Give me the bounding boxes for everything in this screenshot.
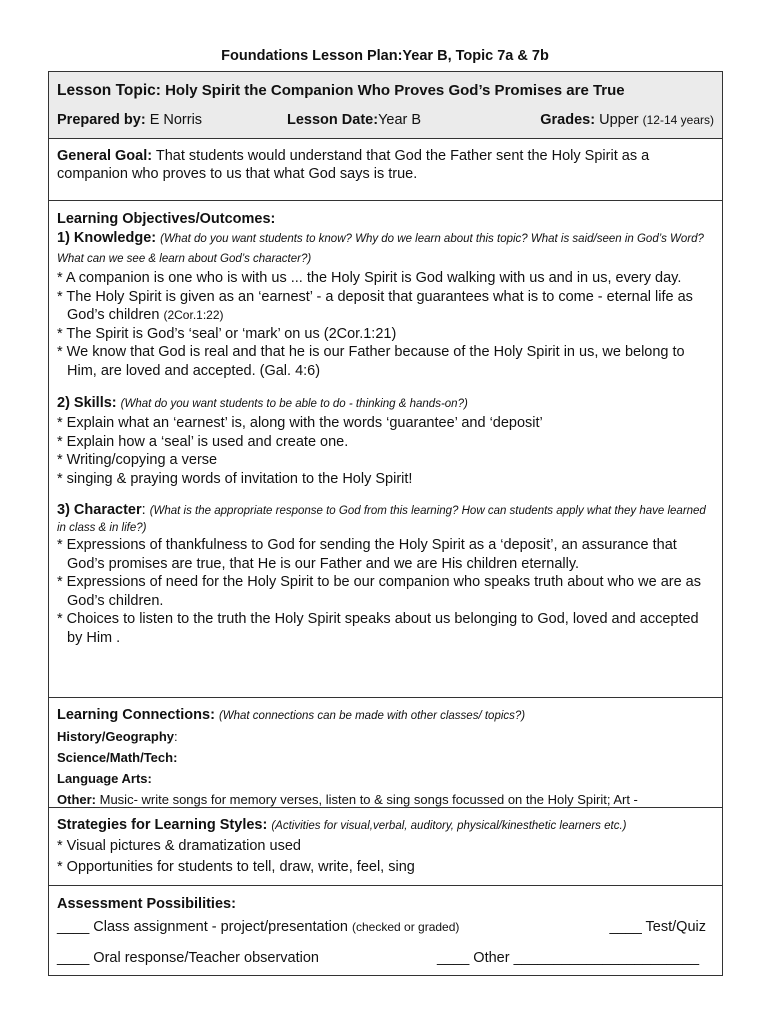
other-option: ____ Other _______________________ (437, 950, 700, 966)
skills-note: (What do you want students to be able to do - thinking & hands-on?) (120, 398, 468, 410)
class-assignment-text: ____ Class assignment - project/presentation (57, 919, 348, 935)
lesson-date-label: Lesson Date: (287, 112, 379, 128)
general-goal-text: That students would understand that God the Father sent the Holy Spirit as a companion who proves to us that what God says is true. (57, 148, 650, 182)
class-assignment-option (57, 919, 459, 935)
assessment-row (49, 885, 722, 975)
assessment-line-2 (57, 950, 714, 972)
connections-label: Learning Connections: (57, 707, 215, 723)
topic-row (49, 72, 722, 138)
prepared-by-label: Prepared by: (57, 112, 146, 128)
prepared-by-value: E Norris (149, 112, 203, 128)
knowledge-item-ref: (2Cor.1:21) (323, 325, 397, 342)
character-item: * Choices to listen to the truth the Holy Spirit speaks about us belonging to God, loved and accepted by Him . (57, 611, 699, 646)
knowledge-label: 1) Knowledge: (57, 230, 157, 246)
strategies-heading (57, 816, 714, 836)
character-item: * Expressions of need for the Holy Spirit to be our companion who speaks truth about who we are as God’s children. (57, 574, 701, 609)
strategy-item: * Visual pictures & dramatization used (57, 838, 301, 854)
connections-heading (57, 706, 714, 726)
lesson-topic-label: Lesson Topic: (57, 82, 161, 99)
character-item: * Expressions of thankfulness to God for sending the Holy Spirit as a ‘deposit’, an assurance that God’s promises are true, that He is our Father and we are His children eternally. (57, 537, 677, 572)
page-title: Foundations Lesson Plan:Year B, Topic 7a & 7b (221, 48, 549, 64)
history-label: History/Geography (57, 729, 175, 744)
class-assignment-note: (checked or graded) (352, 920, 460, 934)
prepared-by (57, 112, 202, 128)
science-line: Science/Math/Tech: (57, 750, 178, 765)
strategies-label: Strategies for Learning Styles: (57, 817, 268, 833)
knowledge-item: * We know that God is real and that he is our Father because of the Holy Spirit in us, we belong to Him, are loved and accepted. (Gal. 4:6) (57, 344, 685, 379)
test-quiz-option: ____ Test/Quiz (609, 919, 706, 935)
character-note: (What is the appropriate response to God from this learning? How can students apply what they have learned in class & in life?) (57, 505, 706, 534)
lesson-plan-table (48, 71, 723, 976)
grades-label: Grades: (540, 112, 596, 128)
grades-value: Upper (599, 112, 639, 128)
character-label: 3) Character (57, 502, 142, 518)
knowledge-item-ref: (2Cor.1:22) (163, 308, 224, 322)
skills-item: * Explain how a ‘seal’ is used and create one. (57, 433, 349, 450)
character-heading (57, 502, 714, 536)
knowledge-heading (57, 229, 714, 269)
other-text: Music- write songs for memory verses, listen to & sing songs focussed on the Holy Spirit; Art - (99, 792, 638, 807)
other-label: Other: (57, 792, 96, 807)
connections-row (49, 697, 722, 807)
knowledge-item-text: * The Spirit is God’s ‘seal’ or ‘mark’ on us (57, 325, 320, 342)
objectives-heading: Learning Objectives/Outcomes: (57, 211, 276, 227)
knowledge-item (57, 325, 714, 344)
strategies-note: (Activities for visual,verbal, auditory, physical/kinesthetic learners etc.) (271, 820, 627, 832)
grades-note: (12-14 years) (642, 113, 714, 127)
language-line: Language Arts: (57, 771, 152, 786)
knowledge-item (57, 288, 714, 325)
skills-label: 2) Skills: (57, 395, 117, 411)
history-line (57, 726, 714, 747)
assessment-line-1 (57, 919, 714, 941)
assessment-heading: Assessment Possibilities: (57, 896, 236, 912)
general-goal-label: General Goal: (57, 148, 153, 164)
skills-item: * Writing/copying a verse (57, 452, 218, 468)
lesson-date (287, 112, 421, 128)
knowledge-note: (What do you want students to know? Why do we learn about this topic? What is said/seen in God’s Word? What can we see & learn about God’s character?) (57, 233, 704, 265)
strategies-row (49, 807, 722, 885)
grades (540, 112, 714, 128)
general-goal-row (49, 138, 722, 200)
connections-note: (What connections can be made with other classes/ topics?) (218, 710, 526, 722)
history-colon: : (174, 729, 178, 744)
meta-line (57, 112, 714, 132)
lesson-topic-value: Holy Spirit the Companion Who Proves God’s Promises are True (165, 82, 625, 99)
skills-item: * singing & praying words of invitation to the Holy Spirit! (57, 470, 413, 487)
oral-response-option: ____ Oral response/Teacher observation (57, 950, 319, 966)
lesson-date-value: Year B (378, 112, 422, 128)
skills-item: * Explain what an ‘earnest’ is, along with the words ‘guarantee’ and ‘deposit’ (57, 415, 543, 431)
objectives-row (49, 200, 722, 697)
knowledge-item-text: * The Holy Spirit is given as an ‘earnest’ - a deposit that guarantees what is to come - eternal life as God’s children (57, 288, 693, 323)
character-colon: : (141, 502, 146, 518)
lesson-topic (57, 82, 625, 100)
skills-heading (57, 394, 714, 414)
strategy-item: * Opportunities for students to tell, draw, write, feel, sing (57, 859, 415, 875)
knowledge-item: * A companion is one who is with us ... the Holy Spirit is God walking with us and in us, every day. (57, 270, 682, 286)
